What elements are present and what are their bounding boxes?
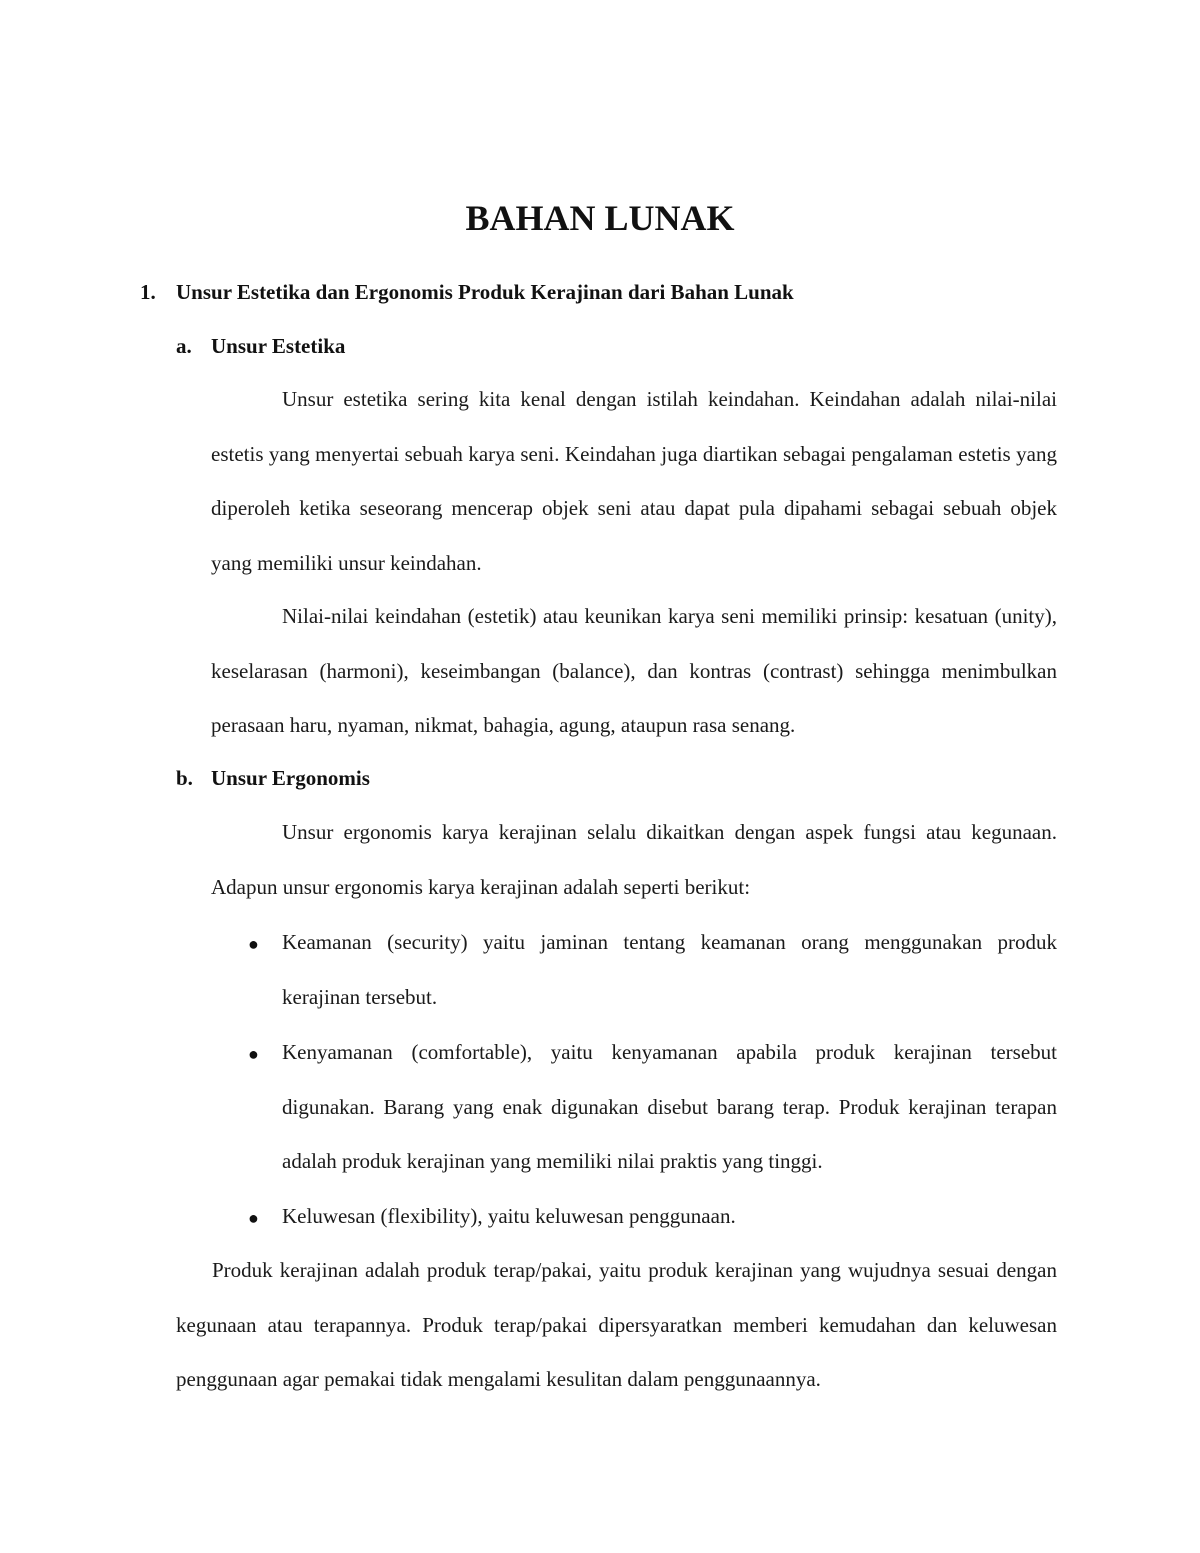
estetika-paragraph-1: Unsur estetika sering kita kenal dengan istilah keindahan. Keindahan adalah nilai-nilai estetis yang menyertai sebuah karya seni. Keindahan juga diartikan sebagai pengalaman estetis yang diperoleh ketika seseorang mencerap objek seni atau dapat pula dipahami sebagai sebuah objek yang memiliki unsur keindahan.: [211, 387, 1057, 575]
closing-paragraph: Produk kerajinan adalah produk terap/pakai, yaitu produk kerajinan yang wujudnya sesuai dengan kegunaan atau terapannya. Produk terap/pakai dipersyaratkan memberi kemudahan dan keluwesan penggunaan agar pemakai tidak mengalami kesulitan dalam penggunaannya.: [176, 1258, 1057, 1391]
subsection-a-letter: a.: [176, 334, 192, 358]
subsection-b-letter: b.: [176, 766, 193, 790]
section-heading: Unsur Estetika dan Ergonomis Produk Kerajinan dari Bahan Lunak: [176, 280, 794, 304]
bullet-icon: ●: [248, 934, 259, 954]
subsection-a-heading: Unsur Estetika: [211, 334, 346, 358]
ergonomis-intro: Unsur ergonomis karya kerajinan selalu dikaitkan dengan aspek fungsi atau kegunaan. Adapun unsur ergonomis karya kerajinan adalah seperti berikut:: [211, 820, 1057, 899]
subsection-b-heading: Unsur Ergonomis: [211, 766, 370, 790]
bullet-icon: ●: [248, 1044, 259, 1064]
bullet-item-flexibility: Keluwesan (flexibility), yaitu keluwesan penggunaan.: [282, 1204, 736, 1228]
bullet-item-security: Keamanan (security) yaitu jaminan tentang keamanan orang menggunakan produk kerajinan tersebut.: [282, 930, 1057, 1009]
bullet-item-comfortable: Kenyamanan (comfortable), yaitu kenyamanan apabila produk kerajinan tersebut digunakan. Barang yang enak digunakan disebut barang terap. Produk kerajinan terapan adalah produk kerajinan yang memiliki nilai praktis yang tinggi.: [282, 1040, 1057, 1173]
bullet-icon: ●: [248, 1208, 259, 1228]
section-number: 1.: [140, 280, 156, 304]
estetika-paragraph-2: Nilai-nilai keindahan (estetik) atau keunikan karya seni memiliki prinsip: kesatuan (unity), keselarasan (harmoni), keseimbangan (balance), dan kontras (contrast) sehingga menimbulkan perasaan haru, nyaman, nikmat, bahagia, agung, ataupun rasa senang.: [211, 604, 1057, 737]
page-title: BAHAN LUNAK: [465, 198, 735, 238]
